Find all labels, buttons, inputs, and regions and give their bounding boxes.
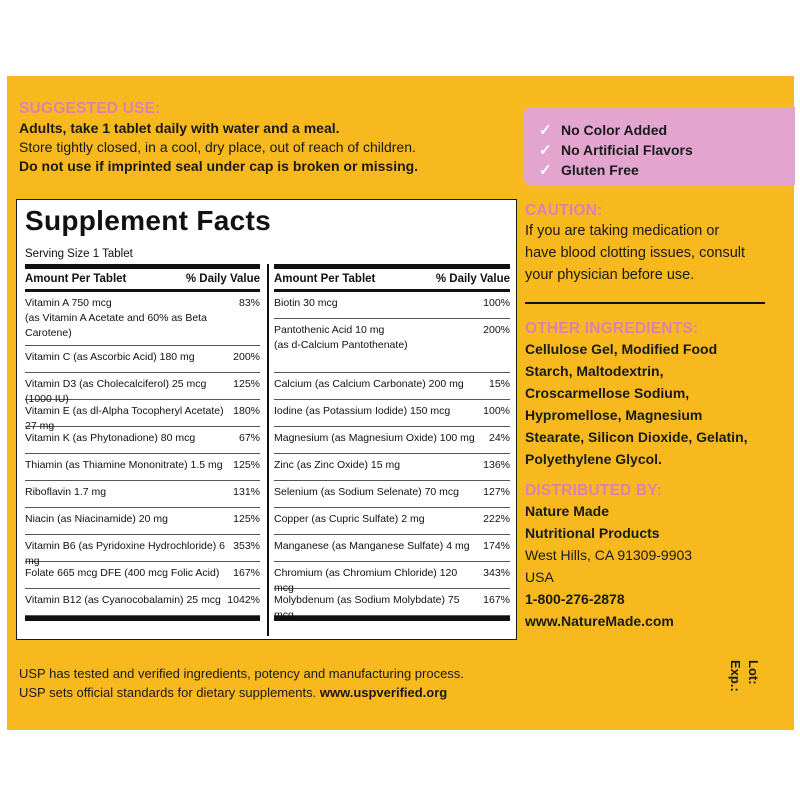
- nutrient-name: Vitamin B6 (as Pyridoxine Hydrochloride) 6 mg: [25, 540, 225, 567]
- column-header: [274, 269, 510, 292]
- usp-line-1: USP has tested and verified ingredients, potency and manufacturing process.: [19, 666, 464, 681]
- exp-label: Exp.:: [728, 660, 743, 692]
- caution-line-2: have blood clotting issues, consult: [525, 245, 746, 261]
- suggested-use-line-1: Adults, take 1 tablet daily with water and a meal.: [19, 120, 340, 136]
- check-icon: ✓: [539, 122, 552, 139]
- company-country: USA: [525, 569, 554, 585]
- nutrient-name: Vitamin A 750 mcg (as Vitamin A Acetate and 60% as Beta Carotene): [25, 297, 207, 339]
- nutrient-name: Thiamin (as Thiamine Mononitrate) 1.5 mg: [25, 459, 223, 471]
- other-ingredients-heading: OTHER INGREDIENTS:: [525, 320, 699, 337]
- caution-section: [525, 202, 791, 286]
- nutrient-row: [25, 373, 260, 405]
- badge-label: No Artificial Flavors: [561, 142, 693, 158]
- nutrient-daily-value: 100%: [483, 405, 510, 417]
- nutrient-row: [25, 562, 260, 589]
- nutrient-name: Manganese (as Manganese Sulfate) 4 mg: [274, 540, 470, 552]
- nutrient-name: Calcium (as Calcium Carbonate) 200 mg: [274, 378, 464, 390]
- nutrient-row: [25, 346, 260, 373]
- bottom-rule: [25, 616, 260, 621]
- nutrient-name: Riboflavin 1.7 mg: [25, 486, 107, 498]
- column-header: [25, 269, 260, 292]
- caution-line-1: If you are taking medication or: [525, 223, 720, 239]
- nutrient-row: [25, 589, 260, 616]
- nutrient-name: Iodine (as Potassium Iodide) 150 mcg: [274, 405, 451, 417]
- nutrient-name: Selenium (as Sodium Selenate) 70 mcg: [274, 486, 460, 498]
- nutrient-row: [274, 481, 510, 508]
- nutrient-daily-value: 24%: [488, 432, 510, 444]
- nutrient-name: Biotin 30 mcg: [274, 297, 338, 309]
- nutrient-daily-value: 180%: [233, 405, 260, 417]
- company-division: Nutritional Products: [525, 525, 660, 541]
- nutrient-row: [274, 454, 510, 481]
- nutrient-name: Molybdenum (as Sodium Molybdate) 75 mcg: [274, 594, 460, 621]
- nutrient-daily-value: 131%: [233, 486, 260, 498]
- check-icon: ✓: [539, 162, 552, 179]
- usp-statement: [19, 664, 464, 702]
- company-city: West Hills, CA 91309-9903: [525, 547, 693, 563]
- badge-label: Gluten Free: [561, 162, 639, 178]
- lot-exp-stamp: [725, 660, 765, 700]
- nutrient-daily-value: 100%: [483, 297, 510, 309]
- nutrient-name: Pantothenic Acid 10 mg (as d-Calcium Pantothenate): [274, 324, 408, 351]
- nutrient-row: [274, 319, 510, 373]
- ingredient-line: Croscarmellose Sodium,: [525, 385, 690, 401]
- nutrient-row: [274, 400, 510, 427]
- distributed-by-section: [525, 482, 791, 632]
- badge-item: [539, 120, 693, 140]
- column-divider: [267, 264, 269, 636]
- nutrient-daily-value: 174%: [483, 540, 510, 552]
- ingredient-line: Starch, Maltodextrin,: [525, 363, 664, 379]
- serving-size: Serving Size 1 Tablet: [25, 248, 133, 260]
- nutrient-daily-value: 125%: [233, 459, 260, 471]
- ingredient-line: Cellulose Gel, Modified Food: [525, 341, 718, 357]
- ingredient-line: Hypromellose, Magnesium: [525, 407, 703, 423]
- claims-badge: [523, 107, 795, 185]
- suggested-use-section: [19, 100, 519, 176]
- nutrient-daily-value: 200%: [233, 351, 260, 363]
- nutrient-row: [25, 508, 260, 535]
- suggested-use-heading: SUGGESTED USE:: [19, 100, 161, 117]
- nutrient-name: Zinc (as Zinc Oxide) 15 mg: [274, 459, 401, 471]
- daily-value-header: % Daily Value: [185, 273, 260, 285]
- nutrient-row: [25, 454, 260, 481]
- amount-header: Amount Per Tablet: [25, 273, 127, 285]
- nutrient-name: Vitamin E (as dl-Alpha Tocopheryl Acetate) 27 mg: [25, 405, 224, 432]
- nutrient-name: Vitamin C (as Ascorbic Acid) 180 mg: [25, 351, 195, 363]
- nutrient-name: Copper (as Cupric Sulfate) 2 mg: [274, 513, 425, 525]
- nutrient-daily-value: 67%: [238, 432, 260, 444]
- suggested-use-line-2: Store tightly closed, in a cool, dry place, out of reach of children.: [19, 139, 416, 155]
- nutrient-row: [25, 535, 260, 567]
- other-ingredients-section: [525, 320, 791, 470]
- ingredient-line: Polyethylene Glycol.: [525, 451, 662, 467]
- amount-header: Amount Per Tablet: [274, 273, 376, 285]
- badge-label: No Color Added: [561, 122, 668, 138]
- nutrient-daily-value: 167%: [233, 567, 260, 579]
- nutrient-row: [25, 427, 260, 454]
- ingredient-line: Stearate, Silicon Dioxide, Gelatin,: [525, 429, 748, 445]
- usp-website: www.uspverified.org: [319, 685, 448, 700]
- nutrient-row: [274, 508, 510, 535]
- label-panel: [7, 76, 794, 730]
- nutrient-name: Folate 665 mcg DFE (400 mcg Folic Acid): [25, 567, 220, 579]
- company-phone: 1-800-276-2878: [525, 591, 625, 607]
- nutrient-daily-value: 127%: [483, 486, 510, 498]
- nutrient-daily-value: 200%: [483, 324, 510, 336]
- supplement-facts-table: [16, 199, 517, 640]
- check-icon: ✓: [539, 142, 552, 159]
- nutrient-name: Vitamin D3 (as Cholecalciferol) 25 mcg (1000 IU): [25, 378, 207, 405]
- supplement-facts-title: Supplement Facts: [25, 205, 271, 236]
- nutrient-name: Niacin (as Niacinamide) 20 mg: [25, 513, 168, 525]
- suggested-use-line-3: Do not use if imprinted seal under cap is broken or missing.: [19, 158, 419, 174]
- nutrient-row: [25, 400, 260, 432]
- usp-line-2-text: USP sets official standards for dietary supplements.: [19, 685, 317, 700]
- badge-item: [539, 160, 693, 180]
- nutrient-row: [274, 535, 510, 562]
- nutrient-daily-value: 353%: [233, 540, 260, 552]
- usp-line-2: [19, 683, 464, 702]
- nutrient-daily-value: 125%: [233, 513, 260, 525]
- daily-value-header: % Daily Value: [435, 273, 510, 285]
- nutrient-daily-value: 222%: [483, 513, 510, 525]
- lot-label: Lot:: [746, 660, 761, 685]
- badge-item: [539, 140, 693, 160]
- nutrient-daily-value: 125%: [233, 378, 260, 390]
- nutrient-daily-value: 136%: [483, 459, 510, 471]
- nutrient-row: [25, 481, 260, 508]
- nutrient-name: Vitamin B12 (as Cyanocobalamin) 25 mcg: [25, 594, 221, 606]
- nutrient-row: [274, 589, 510, 621]
- nutrient-name: Vitamin K (as Phytonadione) 80 mcg: [25, 432, 196, 444]
- nutrient-row: [274, 427, 510, 454]
- nutrient-daily-value: 343%: [483, 567, 510, 579]
- facts-column-right: [274, 269, 510, 621]
- company-website: www.NatureMade.com: [525, 613, 674, 629]
- nutrient-name: Magnesium (as Magnesium Oxide) 100 mg: [274, 432, 475, 444]
- section-divider: [525, 302, 765, 304]
- nutrient-daily-value: 15%: [488, 378, 510, 390]
- nutrient-row: [274, 373, 510, 400]
- caution-heading: CAUTION:: [525, 202, 603, 219]
- nutrient-name: Chromium (as Chromium Chloride) 120 mcg: [274, 567, 458, 594]
- nutrient-row: [274, 292, 510, 319]
- facts-column-left: [25, 269, 260, 621]
- nutrient-daily-value: 167%: [483, 594, 510, 606]
- nutrient-row: [25, 292, 260, 346]
- nutrient-daily-value: 1042%: [227, 594, 260, 606]
- company-name: Nature Made: [525, 503, 610, 519]
- nutrient-daily-value: 83%: [238, 297, 260, 309]
- nutrient-row: [274, 562, 510, 594]
- distributed-by-heading: DISTRIBUTED BY:: [525, 482, 663, 499]
- caution-line-3: your physician before use.: [525, 267, 695, 283]
